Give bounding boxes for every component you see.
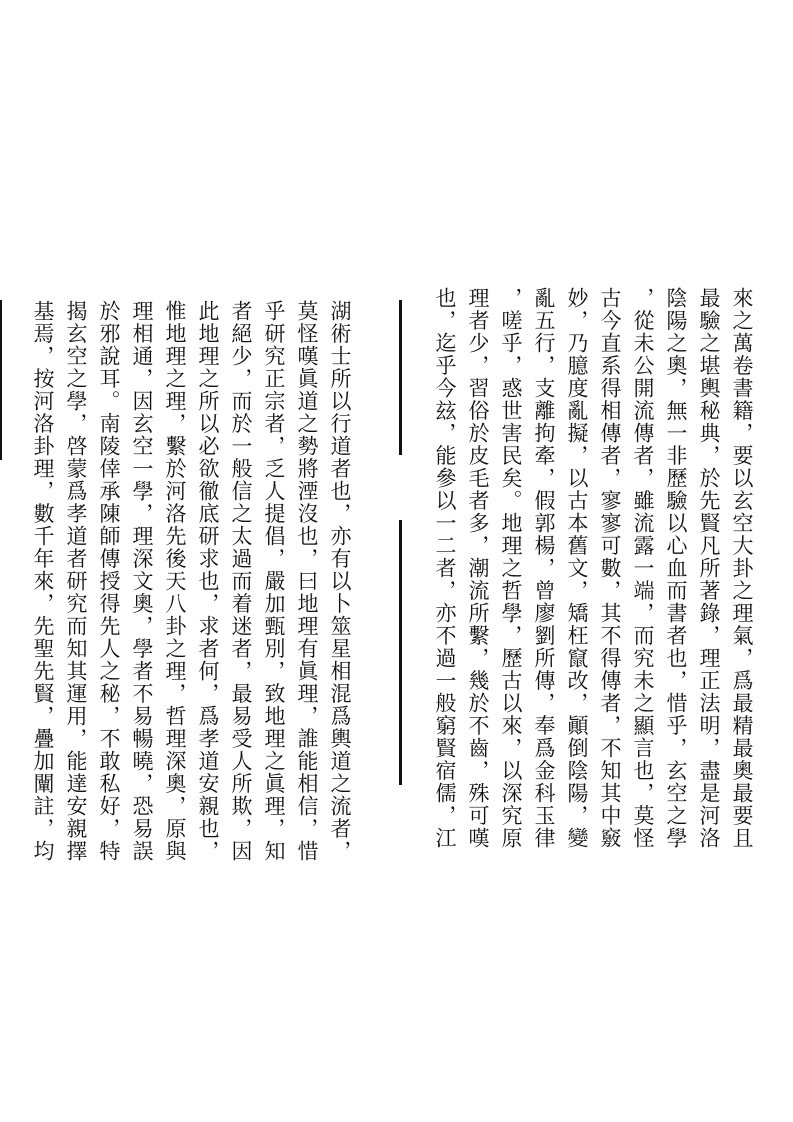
- left-page-text: [31, 300, 356, 863]
- left-column-4: 者絕少，而於一般信之太過而着迷者，最易受人所欺，因: [229, 300, 253, 863]
- left-column-2: 莫怪嘆眞道之勢將湮沒也，曰地理有眞理，誰能相信，惜: [295, 300, 319, 863]
- left-column-5: 此地理之所以必欲徹底研求也，求者何，爲孝道安親也，: [196, 300, 220, 863]
- left-column-7: 理相通，因玄空一學，理深文奧，學者不易暢曉，恐易誤: [130, 300, 154, 863]
- left-column-1: 湖術士所以行道者也，亦有以卜筮星相混爲輿道之流者，: [328, 300, 352, 863]
- right-column-4: ，從未公開流傳者，雖流露一端，而究未之顯言也，莫怪: [631, 287, 655, 850]
- center-gutter-rule-lower: [399, 520, 402, 785]
- right-column-3: 陰陽之奧，無一非歷驗以心血而書者也，惜乎，玄空之學: [664, 287, 688, 850]
- left-column-9: 揭玄空之學，啓蒙爲孝道者研究而知其運用，能達安親擇: [64, 300, 88, 863]
- right-column-1: 來之萬卷書籍，要以玄空大卦之理氣，爲最精最奧最要且: [730, 287, 754, 850]
- right-column-10: 也，迄乎今玆，能參以一二者，亦不過一般窮賢宿儒，江: [433, 287, 457, 850]
- right-column-2: 最驗之堪輿秘典，於先賢凡所著錄，理正法明，盡是河洛: [697, 287, 721, 850]
- right-column-8: ，嗟乎，惑世害民矣。地理之哲學，歷古以來，以深究原: [499, 287, 523, 850]
- right-column-7: 亂五行，支離拘牽，假郭楊，曾廖劉所傳，奉爲金科玉律: [532, 287, 556, 850]
- right-page-text: [433, 287, 758, 850]
- left-edge-rule: [0, 300, 2, 460]
- left-column-3: 乎研究正宗者，乏人提倡，嚴加甄別，致地理之眞理，知: [262, 300, 286, 863]
- center-gutter-rule-upper: [399, 300, 402, 455]
- left-column-8: 於邪說耳。南陵倖承陳師傳授得先人之秘，不敢私好，特: [97, 300, 121, 863]
- right-column-5: 古今直系得相傳者，寥寥可數，其不得傳者，不知其中竅: [598, 287, 622, 850]
- right-column-6: 妙，乃臆度亂擬，以古本舊文，矯枉竄改，顚倒陰陽，變: [565, 287, 589, 850]
- left-column-6: 惟地理之理，繫於河洛先後天八卦之理，哲理深奧，原與: [163, 300, 187, 863]
- left-column-10: 基焉，按河洛卦理，數千年來，先聖先賢，疊加闡註，均: [31, 300, 55, 863]
- right-column-9: 理者少，習俗於皮毛者多，潮流所繫，幾於不齒，殊可嘆: [466, 287, 490, 850]
